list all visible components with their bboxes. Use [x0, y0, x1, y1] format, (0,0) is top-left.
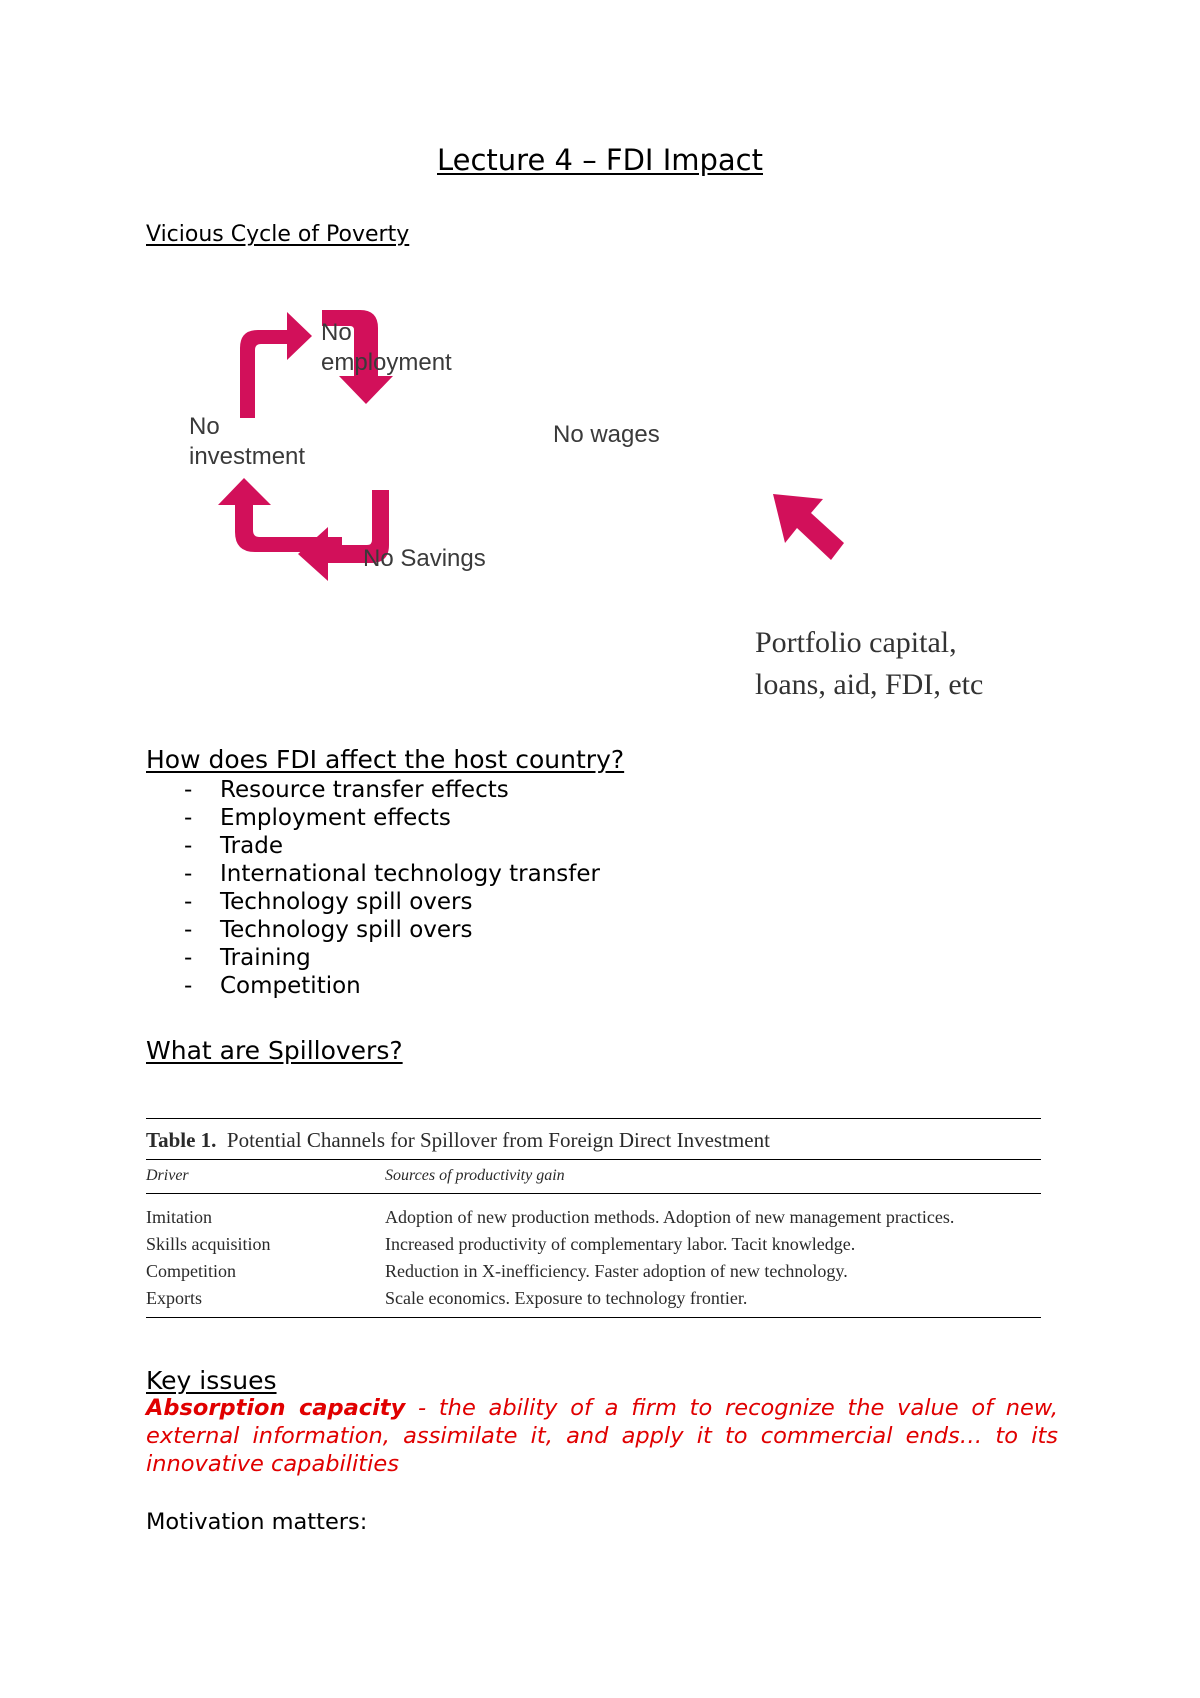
table-cell-driver: Exports [146, 1288, 202, 1308]
absorption-capacity-text: - the ability of a firm to recognize the value of new, external information, assimilate it, and apply it to commercial ends… to its innovative capabilities [146, 1395, 1058, 1477]
table-row [146, 1204, 1041, 1231]
list-item [146, 944, 600, 972]
cycle-label-no-savings: No Savings [363, 545, 486, 572]
cycle-arrow-investment-to-employment [240, 312, 312, 418]
table-cell-sources: Adoption of new production methods. Adoption of new management practices. [385, 1207, 955, 1227]
spillover-channels-table [146, 1118, 1041, 1318]
table-cell-sources: Increased productivity of complementary labor. Tacit knowledge. [385, 1234, 856, 1254]
list-item [146, 916, 600, 944]
table-header-row [146, 1160, 1041, 1193]
table-row [146, 1285, 1041, 1312]
table-cell-sources: Scale economics. Exposure to technology frontier. [385, 1288, 748, 1308]
cycle-label-no-employment-2: employment [321, 349, 452, 376]
table-cell-driver: Competition [146, 1261, 236, 1281]
cycle-label-no-investment-2: investment [189, 443, 306, 470]
external-capital-label-2: loans, aid, FDI, etc [755, 668, 984, 701]
list-item-text: Technology spill overs [220, 889, 473, 915]
list-item-text: Technology spill overs [220, 917, 473, 943]
list-item-text: Trade [220, 833, 283, 859]
list-item [146, 860, 600, 888]
page-title: Lecture 4 – FDI Impact [437, 143, 763, 177]
table-bottom-rule [146, 1317, 1041, 1318]
list-item-text: Competition [220, 973, 361, 999]
external-input-arrow [608, 493, 844, 560]
vicious-cycle-diagram [189, 300, 1075, 720]
table-caption-label: Table 1. [146, 1128, 217, 1152]
list-item-text: International technology transfer [220, 861, 600, 887]
table-cell-driver: Skills acquisition [146, 1234, 271, 1254]
section-heading-key-issues: Key issues [146, 1366, 277, 1395]
list-item [146, 776, 600, 804]
table-header-driver: Driver [146, 1167, 189, 1184]
cycle-arrow-savings-to-investment [218, 478, 342, 552]
table-header-sources: Sources of productivity gain [385, 1167, 565, 1184]
list-item [146, 888, 600, 916]
list-dash: - [184, 861, 193, 887]
external-capital-label-1: Portfolio capital, [755, 626, 957, 659]
list-item-text: Employment effects [220, 805, 451, 831]
table-caption [146, 1119, 1041, 1159]
list-dash: - [184, 889, 193, 915]
cycle-label-no-wages: No wages [553, 421, 660, 448]
list-item [146, 832, 600, 860]
list-item-text: Training [220, 945, 311, 971]
table-caption-text: Potential Channels for Spillover from Foreign Direct Investment [226, 1128, 770, 1152]
absorption-capacity-term: Absorption capacity [146, 1395, 406, 1421]
list-dash: - [184, 833, 193, 859]
list-item [146, 804, 600, 832]
list-item [146, 972, 600, 1000]
list-dash: - [184, 945, 193, 971]
table-cell-sources: Reduction in X-inefficiency. Faster adoption of new technology. [385, 1261, 848, 1281]
table-cell-driver: Imitation [146, 1207, 212, 1227]
motivation-text: Motivation matters: [146, 1509, 368, 1535]
list-dash: - [184, 917, 193, 943]
cycle-label-no-investment-1: No [189, 413, 220, 440]
list-dash: - [184, 973, 193, 999]
table-row [146, 1258, 1041, 1285]
cycle-label-no-employment-1: No [321, 319, 352, 346]
absorption-capacity-definition [146, 1394, 1058, 1478]
table-body [146, 1194, 1041, 1317]
list-item-text: Resource transfer effects [220, 777, 509, 803]
section-heading-host-country: How does FDI affect the host country? [146, 745, 625, 774]
list-dash: - [184, 805, 193, 831]
list-dash: - [184, 777, 193, 803]
fdi-effects-list [146, 776, 600, 1000]
table-row [146, 1231, 1041, 1258]
section-heading-spillovers: What are Spillovers? [146, 1036, 403, 1065]
section-heading-vicious-cycle: Vicious Cycle of Poverty [146, 222, 410, 247]
